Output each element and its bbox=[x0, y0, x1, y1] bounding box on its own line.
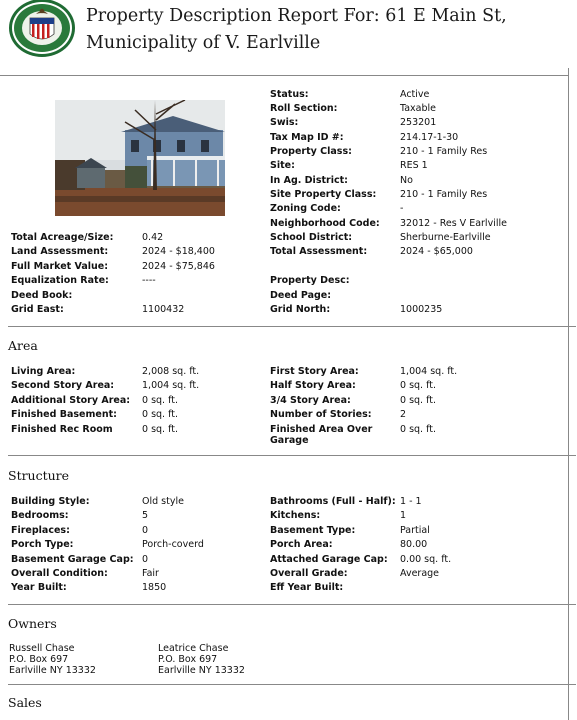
field-value: 2024 - $65,000 bbox=[400, 246, 473, 257]
page-title bbox=[86, 3, 507, 57]
field-value: 1000235 bbox=[400, 304, 443, 315]
field-value: 1,004 sq. ft. bbox=[400, 366, 458, 377]
field-value: 1,004 sq. ft. bbox=[142, 380, 200, 391]
divider bbox=[8, 326, 576, 327]
field-value: ---- bbox=[142, 275, 156, 286]
field-label: Grid North: bbox=[270, 304, 331, 315]
field-value: 0 bbox=[142, 525, 149, 536]
field-value: - bbox=[400, 203, 404, 214]
field-label: Property Desc: bbox=[270, 275, 350, 286]
field-label: Porch Type: bbox=[11, 539, 74, 550]
field-label: Roll Section: bbox=[270, 103, 338, 114]
field-label: Second Story Area: bbox=[11, 380, 115, 391]
property-photo bbox=[55, 100, 225, 216]
title-line-2: Municipality of V. Earlville bbox=[86, 33, 321, 53]
title-line-1: Property Description Report For: 61 E Main St, bbox=[86, 6, 507, 26]
field-label: Attached Garage Cap: bbox=[270, 554, 388, 565]
owner-name: Leatrice Chase bbox=[158, 643, 229, 654]
field-label: Site Property Class: bbox=[270, 189, 377, 200]
field-label: First Story Area: bbox=[270, 366, 359, 377]
field-label: Finished Rec Room bbox=[11, 424, 113, 435]
divider bbox=[0, 75, 569, 76]
field-label: Grid East: bbox=[11, 304, 64, 315]
field-value: Partial bbox=[400, 525, 430, 536]
field-label: Full Market Value: bbox=[11, 261, 109, 272]
field-value: 0.00 sq. ft. bbox=[400, 554, 452, 565]
field-label: Equalization Rate: bbox=[11, 275, 109, 286]
field-label: Swis: bbox=[270, 117, 299, 128]
divider bbox=[8, 455, 576, 456]
divider bbox=[568, 68, 569, 720]
field-value: 1 bbox=[400, 510, 407, 521]
field-label: Year Built: bbox=[11, 582, 67, 593]
field-label: Overall Grade: bbox=[270, 568, 348, 579]
field-value: 0 sq. ft. bbox=[400, 380, 437, 391]
owner-address-line-1: P.O. Box 697 bbox=[9, 654, 69, 665]
field-label: Finished Basement: bbox=[11, 409, 117, 420]
owner-address-line-2: Earlville NY 13332 bbox=[9, 665, 96, 676]
field-value: 0 sq. ft. bbox=[142, 424, 179, 435]
field-label: School District: bbox=[270, 232, 353, 243]
field-value: 0 sq. ft. bbox=[400, 424, 437, 435]
field-label: Fireplaces: bbox=[11, 525, 70, 536]
field-value: 2 bbox=[400, 409, 407, 420]
field-label: Additional Story Area: bbox=[11, 395, 131, 406]
owner-name: Russell Chase bbox=[9, 643, 75, 654]
field-label: Number of Stories: bbox=[270, 409, 372, 420]
owner-address-line-2: Earlville NY 13332 bbox=[158, 665, 245, 676]
field-value: Taxable bbox=[400, 103, 437, 114]
field-label: Bathrooms (Full - Half): bbox=[270, 496, 396, 507]
field-value: Average bbox=[400, 568, 440, 579]
field-value: 253201 bbox=[400, 117, 437, 128]
report-header bbox=[0, 0, 577, 76]
field-label: Overall Condition: bbox=[11, 568, 108, 579]
field-value: 0 sq. ft. bbox=[142, 395, 179, 406]
section-heading-owners: Owners bbox=[8, 616, 57, 631]
field-label: Finished Area Over Garage bbox=[270, 424, 373, 446]
field-label: Deed Book: bbox=[11, 290, 73, 301]
field-value: Old style bbox=[142, 496, 184, 507]
owner-entry bbox=[158, 643, 245, 676]
field-label: Zoning Code: bbox=[270, 203, 341, 214]
divider bbox=[8, 684, 576, 685]
field-label: Half Story Area: bbox=[270, 380, 356, 391]
owner-entry bbox=[9, 643, 96, 676]
field-label: Bedrooms: bbox=[11, 510, 69, 521]
field-value: Fair bbox=[142, 568, 159, 579]
field-label: Neighborhood Code: bbox=[270, 218, 380, 229]
field-label: Status: bbox=[270, 89, 309, 100]
field-value: 1 - 1 bbox=[400, 496, 422, 507]
field-label: 3/4 Story Area: bbox=[270, 395, 351, 406]
field-value: 210 - 1 Family Res bbox=[400, 146, 488, 157]
field-value: 1100432 bbox=[142, 304, 185, 315]
field-value: Active bbox=[400, 89, 430, 100]
field-value: 0 bbox=[142, 554, 149, 565]
owner-address-line-1: P.O. Box 697 bbox=[158, 654, 218, 665]
field-label: Basement Type: bbox=[270, 525, 356, 536]
section-heading-sales: Sales bbox=[8, 695, 42, 710]
county-seal-logo bbox=[8, 0, 76, 60]
field-value: No bbox=[400, 175, 413, 186]
field-value: RES 1 bbox=[400, 160, 428, 171]
field-value: 214.17-1-30 bbox=[400, 132, 459, 143]
field-value: Sherburne-Earlville bbox=[400, 232, 491, 243]
field-label: Kitchens: bbox=[270, 510, 321, 521]
field-label: Eff Year Built: bbox=[270, 582, 344, 593]
field-label: Total Assessment: bbox=[270, 246, 368, 257]
field-value: 5 bbox=[142, 510, 149, 521]
field-value: 2024 - $18,400 bbox=[142, 246, 215, 257]
field-label: Building Style: bbox=[11, 496, 90, 507]
field-value: 0.42 bbox=[142, 232, 164, 243]
section-heading-area: Area bbox=[8, 338, 38, 353]
field-value: 2024 - $75,846 bbox=[142, 261, 215, 272]
field-label: Property Class: bbox=[270, 146, 352, 157]
field-value: 2,008 sq. ft. bbox=[142, 366, 200, 377]
field-label: Site: bbox=[270, 160, 295, 171]
field-value: 0 sq. ft. bbox=[142, 409, 179, 420]
field-label: Deed Page: bbox=[270, 290, 332, 301]
field-value: 32012 - Res V Earlville bbox=[400, 218, 507, 229]
field-label: In Ag. District: bbox=[270, 175, 348, 186]
field-label: Basement Garage Cap: bbox=[11, 554, 134, 565]
field-value: 80.00 bbox=[400, 539, 428, 550]
field-label: Land Assessment: bbox=[11, 246, 109, 257]
field-label: Total Acreage/Size: bbox=[11, 232, 114, 243]
field-label: Living Area: bbox=[11, 366, 76, 377]
field-value: Porch-coverd bbox=[142, 539, 204, 550]
field-value: 0 sq. ft. bbox=[400, 395, 437, 406]
field-value: 210 - 1 Family Res bbox=[400, 189, 488, 200]
divider bbox=[8, 604, 576, 605]
section-heading-structure: Structure bbox=[8, 468, 70, 483]
field-value: 1850 bbox=[142, 582, 167, 593]
field-label: Tax Map ID #: bbox=[270, 132, 344, 143]
field-label: Porch Area: bbox=[270, 539, 333, 550]
